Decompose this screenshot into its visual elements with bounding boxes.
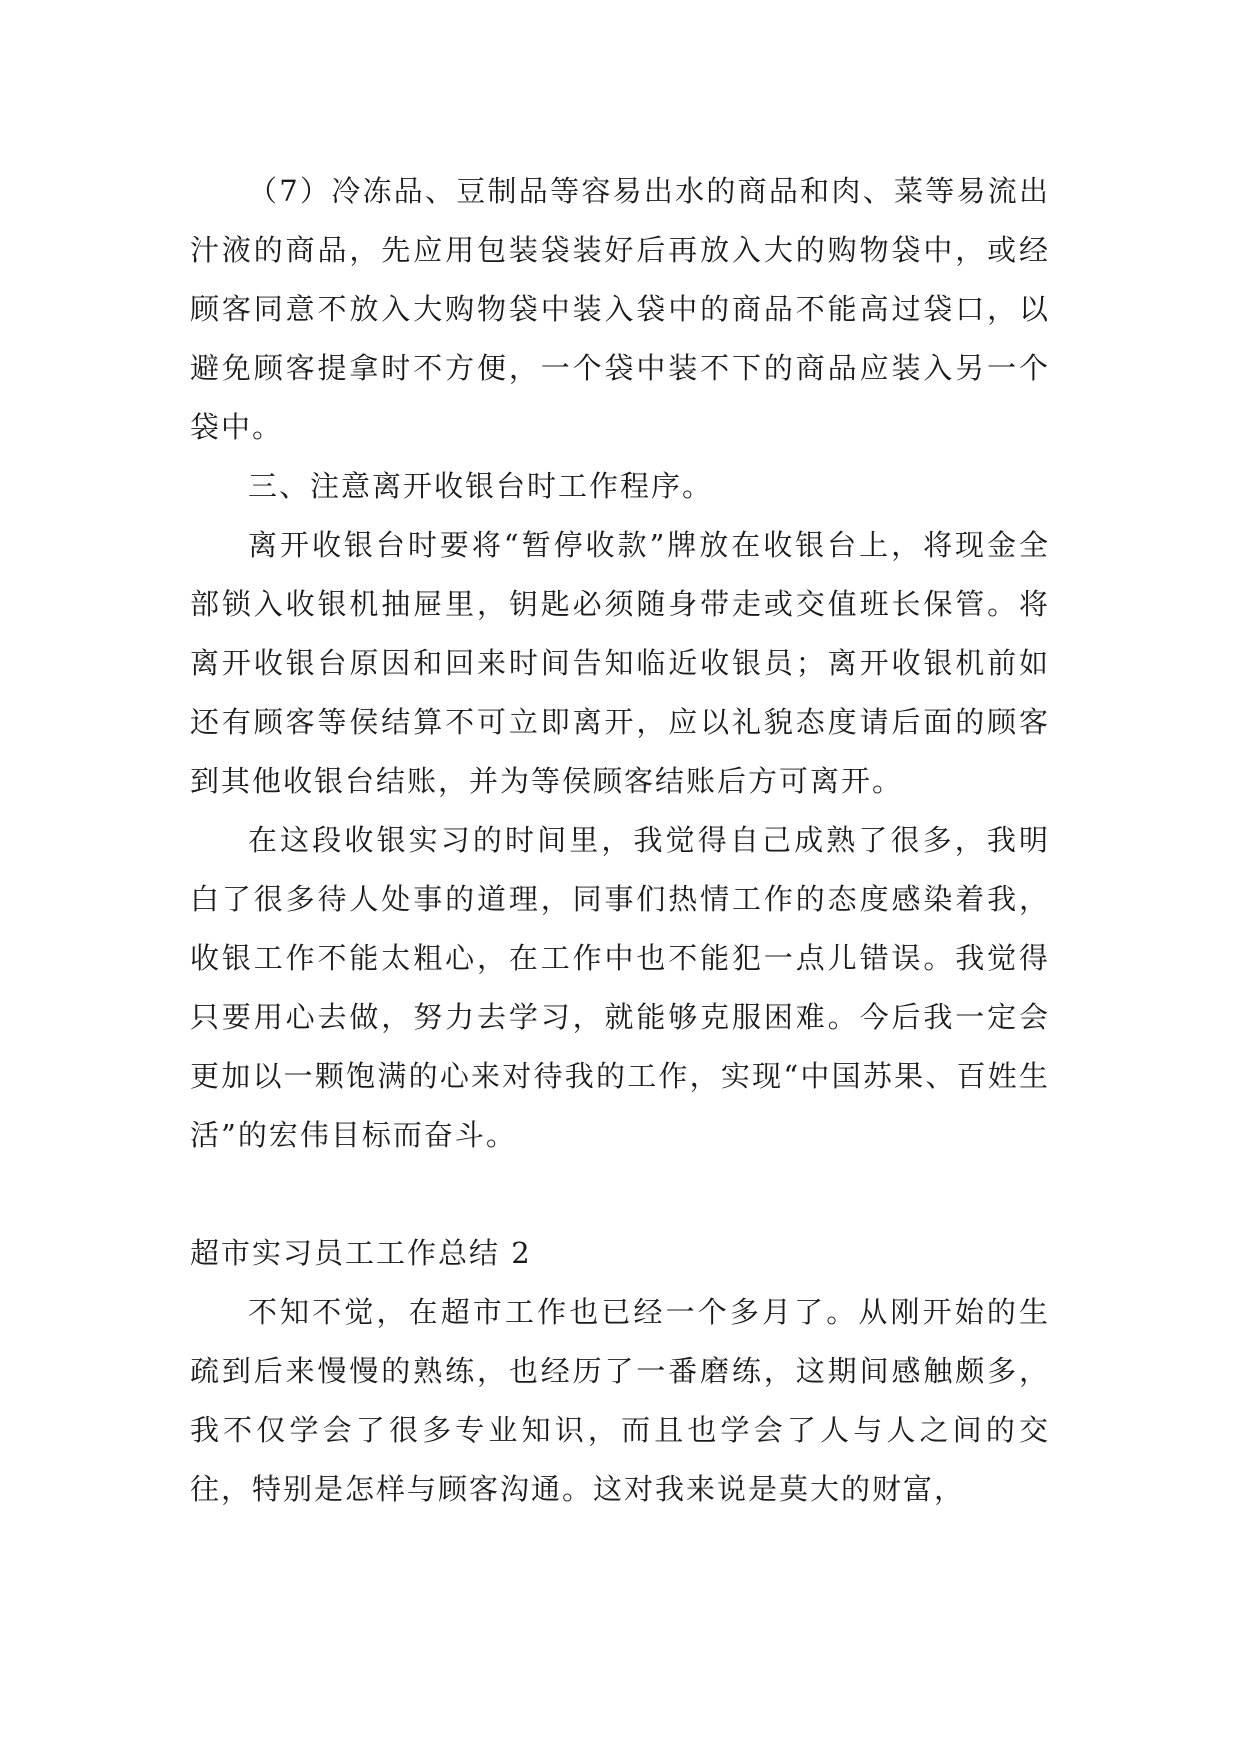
document-page [190, 162, 1050, 1519]
section-spacer [190, 1165, 1050, 1224]
paragraph-section-three-title: 三、注意离开收银台时工作程序。 [248, 469, 714, 503]
section-heading: 超市实习员工工作总结 2 [190, 1236, 532, 1270]
paragraph-summary-intro: 不知不觉，在超市工作也已经一个多月了。从刚开始的生疏到后来慢慢的熟练，也经历了一番磨练，这期间感触颇多，我不仅学会了很多专业知识，而且也学会了人与人之间的交往，特别是怎样与顾客沟通。这对我来说是莫大的财富， [190, 1295, 1050, 1506]
paragraph-bagging-rule-7: （7）冷冻品、豆制品等容易出水的商品和肉、菜等易流出汁液的商品，先应用包装袋装好后再放入大的购物袋中，或经顾客同意不放入大购物袋中装入袋中的商品不能高过袋口，以避免顾客提拿时不方便，一个袋中装不下的商品应装入另一个袋中。 [190, 174, 1050, 444]
paragraph-internship-reflection: 在这段收银实习的时间里，我觉得自己成熟了很多，我明白了很多待人处事的道理，同事们热情工作的态度感染着我，收银工作不能太粗心，在工作中也不能犯一点儿错误。我觉得只要用心去做，努力去学习，就能够克服困难。今后我一定会更加以一颗饱满的心来对待我的工作，实现“中国苏果、百姓生活”的宏伟目标而奋斗。 [190, 823, 1050, 1152]
paragraph-leaving-procedure: 离开收银台时要将“暂停收款”牌放在收银台上，将现金全部锁入收银机抽屉里，钥匙必须随身带走或交值班长保管。将离开收银台原因和回来时间告知临近收银员；离开收银机前如还有顾客等侯结算不可立即离开，应以礼貌态度请后面的顾客到其他收银台结账，并为等侯顾客结账后方可离开。 [190, 528, 1050, 798]
